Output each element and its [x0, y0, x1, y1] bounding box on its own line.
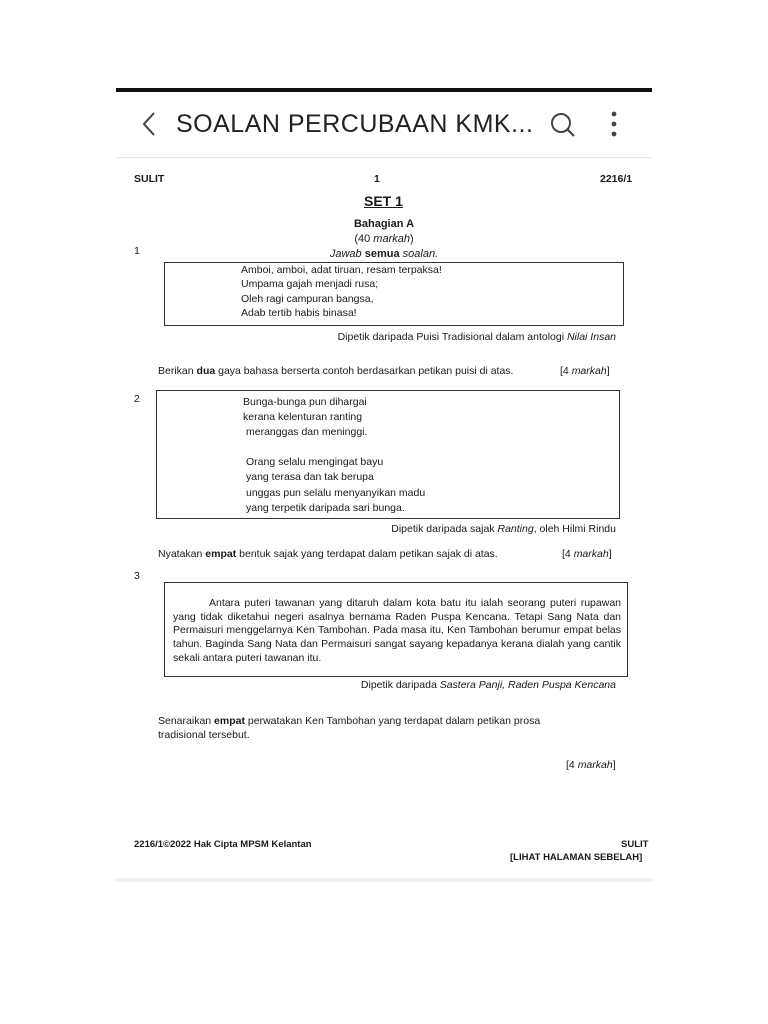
page-bottom-edge [116, 878, 652, 882]
q2-question-part-1: Nyatakan [158, 548, 206, 560]
q1-marks-close: ] [606, 365, 610, 377]
header-page-number: 1 [374, 173, 380, 185]
section-marks-close: ) [409, 233, 414, 246]
chevron-left-icon [136, 110, 164, 138]
header-code: 2216/1 [600, 173, 633, 185]
q2-poem-line: kerana kelenturan ranting [243, 411, 363, 424]
set-title: SET 1 [364, 193, 403, 209]
q3-passage-box [164, 582, 628, 677]
section-instruction [116, 247, 652, 262]
q2-poem-box [156, 390, 620, 519]
q3-marks-word: markah [577, 759, 613, 771]
section-marks [116, 232, 652, 247]
q2-source-title: Ranting [497, 523, 534, 535]
q2-poem-line: yang terasa dan tak berupa [246, 471, 374, 484]
q2-poem-blank-line [243, 440, 619, 455]
instruction-part-2: semua [364, 248, 400, 261]
q3-passage: Antara puteri tawanan yang ditaruh dalam kota batu itu ialah seorang puteri rupawan yang tidak diketahui negeri asalnya bernama Raden Puspa Kencana. Tetapi Sang Nata dan Permaisuri menggelarnya Ken Tambohan. Pada masa itu, Ken Tambohan berumur empat belas tahun. Baginda Sang Nata dan Permaisuri sangat sayang kepadanya kerana dialah yang cantik sekali antara puteri tawanan itu. [173, 597, 621, 664]
q1-question-part-2: gaya bahasa berserta contoh berdasarkan petikan puisi di atas. [215, 365, 514, 377]
q3-question [158, 714, 540, 743]
app-bar [116, 92, 652, 156]
q3-question-line-2: tradisional tersebut. [158, 729, 250, 742]
q2-marks [562, 547, 612, 561]
q1-source [338, 330, 616, 344]
q1-number: 1 [134, 245, 140, 257]
section-title: Bahagian A [353, 218, 415, 230]
q2-marks-word: markah [573, 548, 609, 560]
q1-marks-open: [4 [560, 365, 572, 377]
q1-poem-line: Adab tertib habis binasa! [241, 307, 357, 320]
q1-marks-word: markah [571, 365, 607, 377]
q1-source-prefix: Dipetik daripada Puisi Tradisional dalam antologi [337, 331, 567, 343]
footer-sulit: SULIT [621, 839, 649, 850]
q3-source-prefix: Dipetik daripada [360, 679, 440, 691]
q2-poem-line: meranggas dan meninggi. [246, 426, 368, 439]
section-heading [116, 217, 652, 263]
q3-question-line-1 [158, 714, 540, 728]
q3-number: 3 [134, 570, 140, 582]
q2-marks-open: [4 [562, 548, 574, 560]
back-button[interactable] [136, 110, 164, 138]
q3-source-title: Sastera Panji, Raden Puspa Kencana [439, 679, 616, 691]
q3-source [361, 678, 616, 692]
search-button[interactable] [548, 110, 578, 140]
q3-marks-open: [4 [566, 759, 578, 771]
more-options-button[interactable] [604, 108, 624, 140]
q1-marks [560, 364, 610, 378]
q3-question-part-1: Senaraikan [158, 715, 215, 727]
q2-source-suffix: , oleh Hilmi Rindu [533, 523, 616, 535]
q1-poem-line: Umpama gajah menjadi rusa; [241, 278, 379, 291]
more-vertical-icon [604, 108, 624, 140]
q2-poem-line: Orang selalu mengingat bayu [246, 456, 384, 469]
section-marks-open: (40 [354, 233, 374, 246]
q3-marks-close: ] [612, 759, 616, 771]
q3-marks [566, 758, 616, 772]
q2-number: 2 [134, 393, 140, 405]
q2-poem-line: Bunga-bunga pun dihargai [243, 396, 367, 408]
document-title: SOALAN PERCUBAAN KMK... [176, 110, 534, 138]
instruction-part-3: soalan. [399, 248, 439, 261]
q1-poem-line: Amboi, amboi, adat tiruan, resam terpaksa! [241, 264, 442, 276]
q2-source-prefix: Dipetik daripada sajak [391, 523, 498, 535]
q1-question [158, 364, 513, 378]
q1-question-part-1: Berikan [158, 365, 197, 377]
q2-question [158, 547, 498, 561]
q2-poem-line: yang terpetik daripada sari bunga. [246, 501, 405, 514]
q1-poem-box [164, 262, 624, 326]
q1-poem-line: Oleh ragi campuran bangsa, [241, 292, 374, 305]
q2-question-part-2: bentuk sajak yang terdapat dalam petikan sajak di atas. [236, 548, 498, 560]
section-marks-word: markah [373, 233, 410, 246]
q2-source [391, 522, 616, 536]
search-icon [548, 110, 578, 140]
instruction-part-1: Jawab [329, 248, 365, 261]
q2-question-bold: empat [205, 548, 237, 560]
q3-question-part-2: perwatakan Ken Tambohan yang terdapat dalam petikan prosa [244, 715, 541, 727]
header-sulit: SULIT [134, 173, 165, 185]
q1-question-bold: dua [196, 365, 216, 377]
q2-poem-line: unggas pun selalu menyanyikan madu [246, 486, 426, 499]
footer-next-page: [LIHAT HALAMAN SEBELAH] [510, 852, 643, 863]
q1-source-title: Nilai Insan [566, 331, 616, 343]
document-page [116, 158, 652, 878]
footer-copyright: 2216/1©2022 Hak Cipta MPSM Kelantan [134, 839, 312, 850]
q3-question-bold: empat [214, 715, 245, 727]
q2-marks-close: ] [608, 548, 612, 560]
